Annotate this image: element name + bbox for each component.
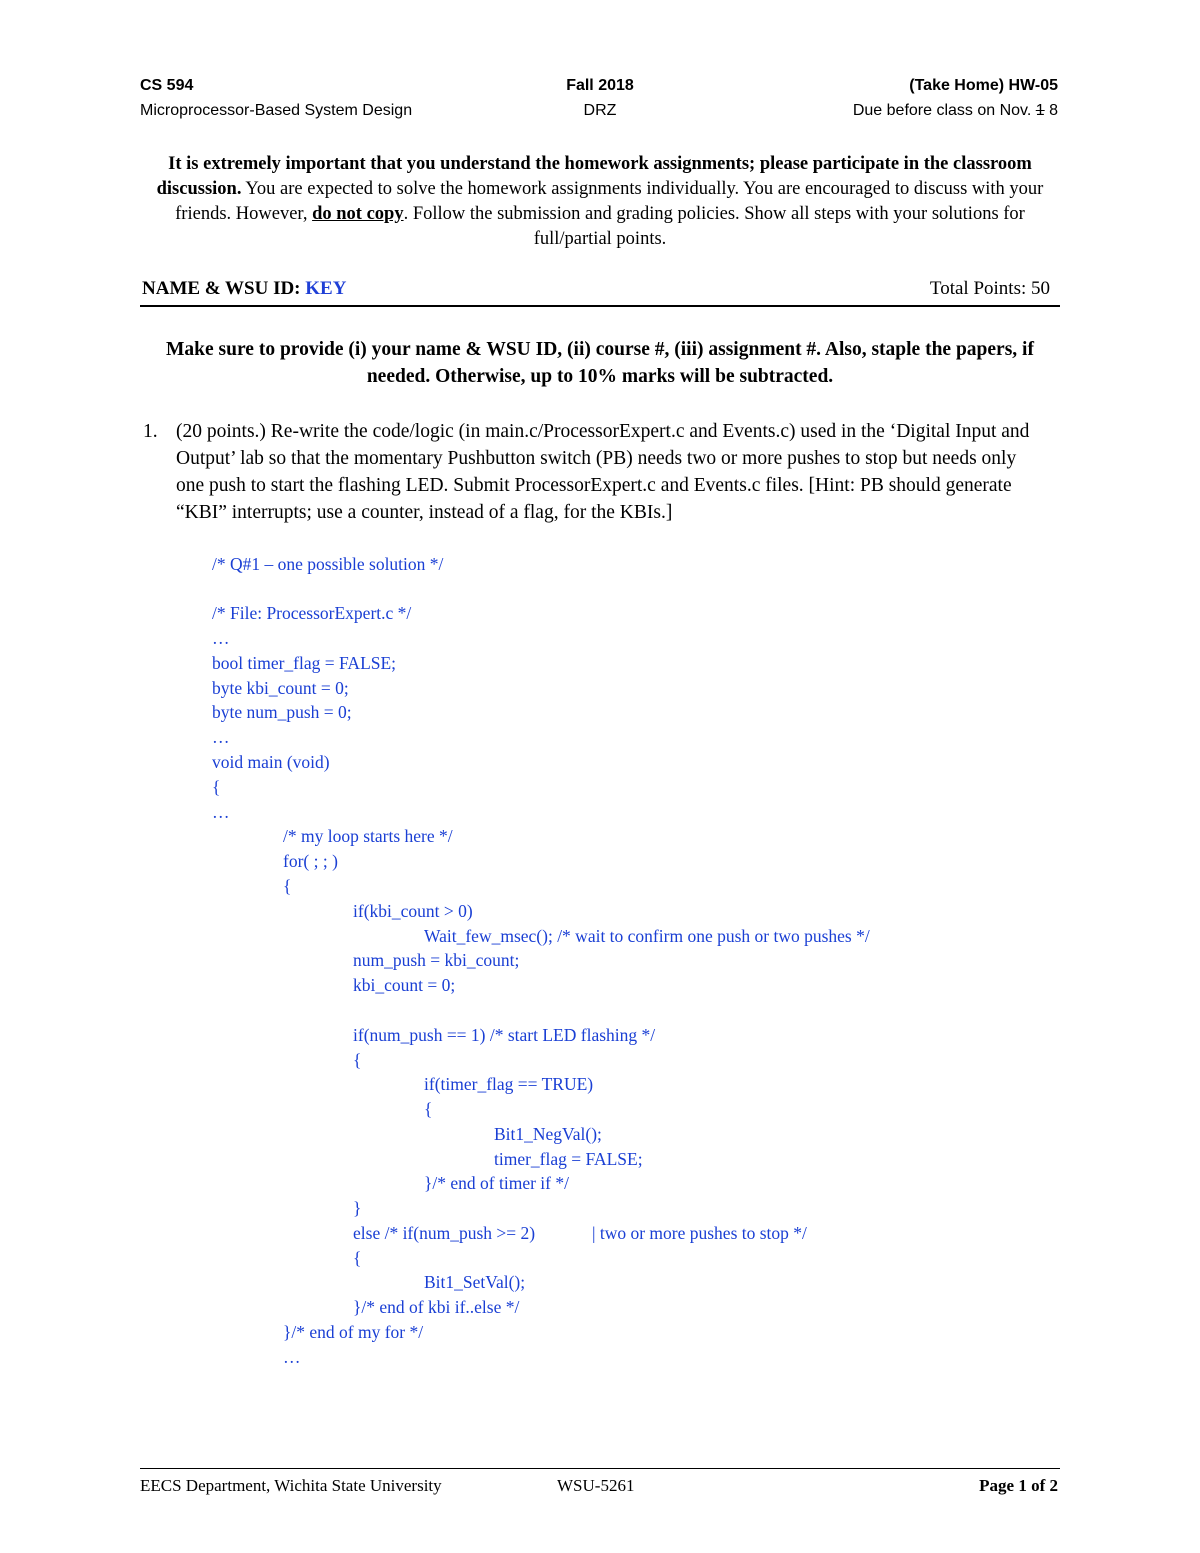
code-line: void main (void) bbox=[212, 752, 330, 772]
code-line: { bbox=[353, 1248, 362, 1268]
due-struck-digit: 1 bbox=[1035, 102, 1045, 119]
code-line: } bbox=[353, 1198, 362, 1218]
code-line: byte kbi_count = 0; bbox=[212, 678, 349, 698]
code-line: if(timer_flag == TRUE) bbox=[424, 1074, 594, 1094]
code-line: { bbox=[212, 777, 221, 797]
total-points: Total Points: 50 bbox=[929, 278, 1050, 299]
code-line: … bbox=[212, 628, 230, 648]
course-title: Microprocessor-Based System Design bbox=[140, 102, 413, 119]
code-line: }/* end of timer if */ bbox=[424, 1173, 569, 1193]
code-line: }/* end of kbi if..else */ bbox=[353, 1297, 520, 1317]
footer-department: EECS Department, Wichita State University bbox=[140, 1476, 442, 1495]
instructor: DRZ bbox=[583, 102, 617, 119]
intro-text-a: You are expected to solve the homework assignments individually. You are encouraged to discuss with your friends. However, bbox=[175, 179, 1044, 224]
code-line: /* File: ProcessorExpert.c */ bbox=[212, 603, 412, 623]
code-line: kbi_count = 0; bbox=[353, 975, 456, 995]
code-line: Bit1_NegVal(); bbox=[494, 1124, 602, 1144]
submission-notice: Make sure to provide (i) your name & WSU ID, (ii) course #, (iii) assignment #. Also, staple the papers, if needed. Otherwise, up to 10% marks will be subtracted. bbox=[166, 339, 1034, 387]
code-line: if(kbi_count > 0) bbox=[353, 901, 473, 921]
code-line: … bbox=[212, 802, 230, 822]
code-line: … bbox=[283, 1347, 301, 1367]
code-line: /* my loop starts here */ bbox=[283, 826, 453, 846]
code-line: bool timer_flag = FALSE; bbox=[212, 653, 397, 673]
due-suffix: 8 bbox=[1044, 102, 1058, 119]
code-line: … bbox=[212, 727, 230, 747]
intro-text-b: . Follow the submission and grading policies. Show all steps with your solutions for full/partial points. bbox=[403, 204, 1025, 249]
intro-underlined: do not copy bbox=[312, 204, 404, 224]
due-prefix: Due before class on Nov. bbox=[852, 102, 1036, 119]
term: Fall 2018 bbox=[566, 77, 634, 94]
code-line: for( ; ; ) bbox=[283, 851, 338, 871]
code-line: Bit1_SetVal(); bbox=[424, 1272, 526, 1292]
name-key: KEY bbox=[305, 278, 347, 299]
question-number: 1. bbox=[143, 421, 158, 442]
code-line: { bbox=[283, 876, 292, 896]
code-line: }/* end of my for */ bbox=[283, 1322, 424, 1342]
name-label-text: NAME & WSU ID: bbox=[142, 278, 306, 299]
code-line: { bbox=[424, 1099, 433, 1119]
intro-bold: It is extremely important that you understand the homework assignments; please participate in the classroom discussion. bbox=[156, 154, 1032, 199]
code-line: else /* if(num_push >= 2) | two or more pushes to stop */ bbox=[353, 1223, 807, 1243]
footer-room: WSU-5261 bbox=[557, 1476, 635, 1495]
code-line: num_push = kbi_count; bbox=[353, 950, 520, 970]
course-number: CS 594 bbox=[140, 77, 194, 94]
footer-divider bbox=[140, 1468, 1060, 1469]
footer-page: Page 1 of 2 bbox=[979, 1476, 1058, 1495]
code-line: byte num_push = 0; bbox=[212, 702, 352, 722]
homework-title: (Take Home) HW-05 bbox=[909, 77, 1058, 94]
code-line: Wait_few_msec(); /* wait to confirm one push or two pushes */ bbox=[424, 926, 870, 946]
code-line: if(num_push == 1) /* start LED flashing */ bbox=[353, 1025, 656, 1045]
question-text: (20 points.) Re-write the code/logic (in main.c/ProcessorExpert.c and Events.c) used in the ‘Digital Input and Output’ lab so that the momentary Pushbutton switch (PB) needs two or more pushes to stop but needs only one push to start the flashing LED. Submit ProcessorExpert.c and Events.c files. [Hint: PB should generate “KBI” interrupts; use a counter, instead of a flag, for the KBIs.] bbox=[176, 421, 1030, 523]
code-line: timer_flag = FALSE; bbox=[494, 1149, 643, 1169]
code-line: /* Q#1 – one possible solution */ bbox=[212, 554, 444, 574]
code-line: { bbox=[353, 1050, 362, 1070]
